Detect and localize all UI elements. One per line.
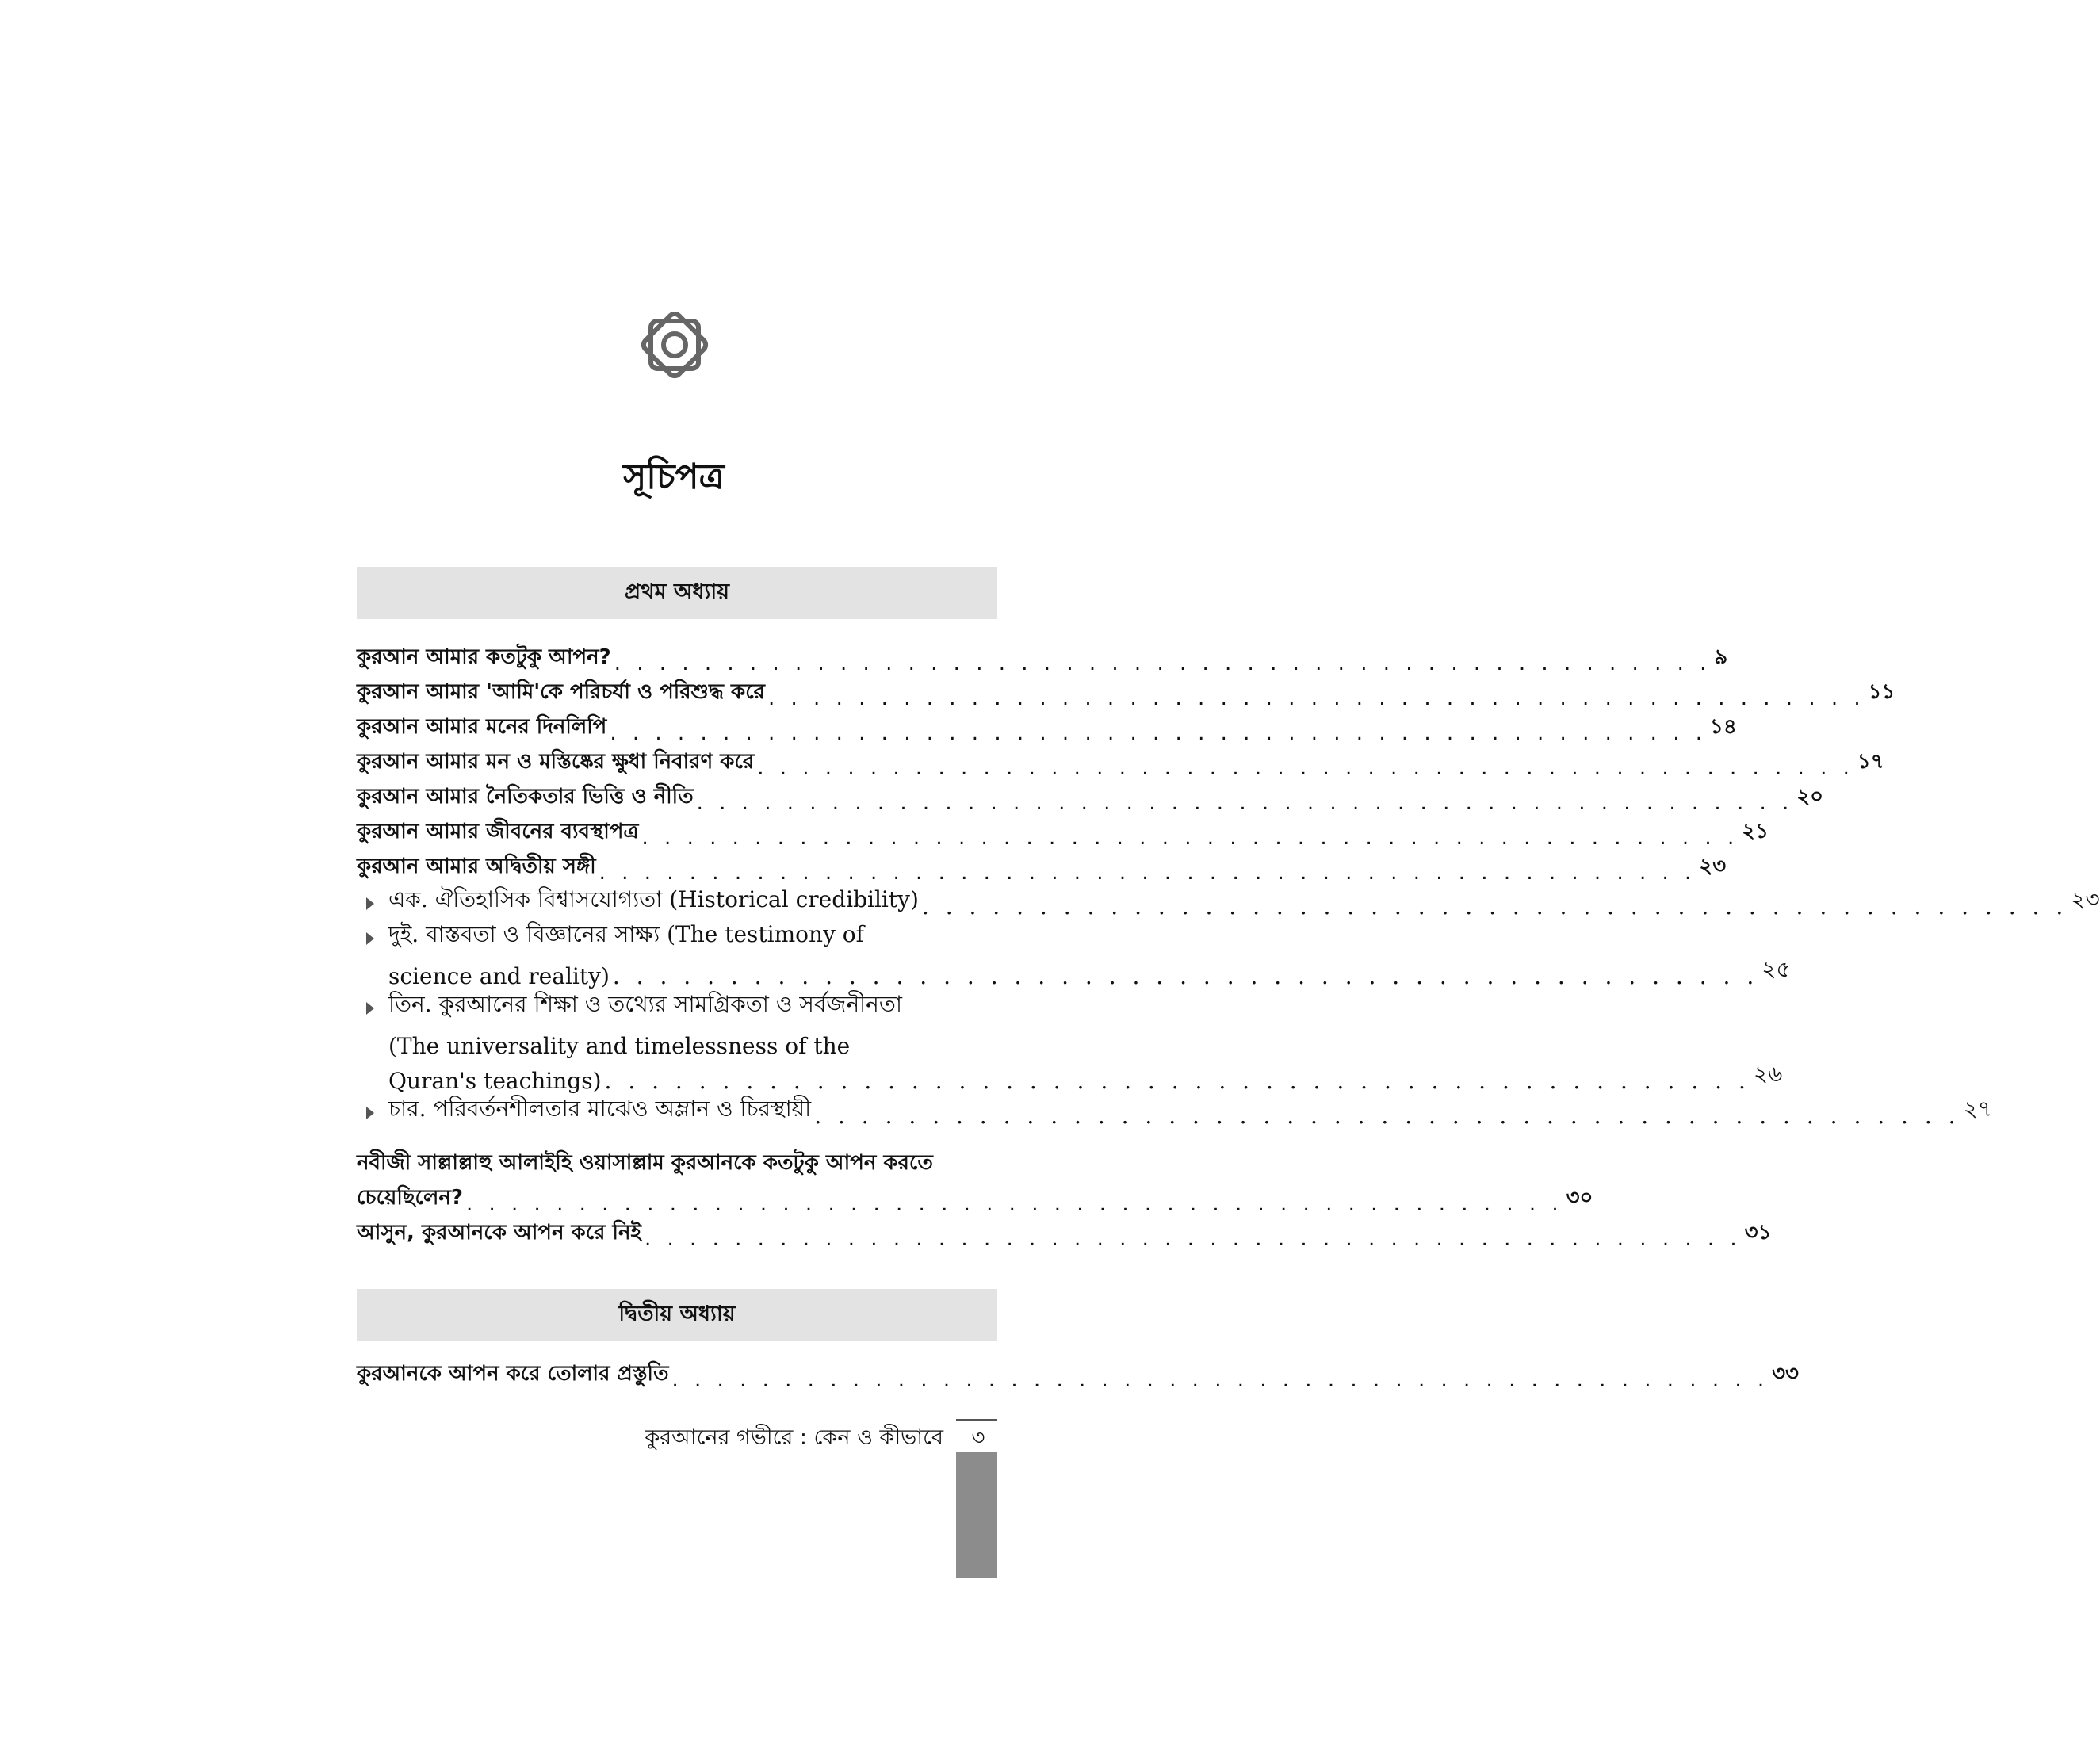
toc-entry[interactable]: কুরআন আমার কতটুকু আপন? . . . . . . . . . . . . . . . . . . . . . . . . . . . . . . . . . . . . . . . . . . . . . . . . . ৯ (357, 645, 1728, 675)
toc-entry[interactable]: কুরআন আমার মনের দিনলিপি . . . . . . . . . . . . . . . . . . . . . . . . . . . . . . . . . . . . . . . . . . . . . . . . . ১৪ (357, 715, 1737, 745)
triangle-bullet-icon (366, 1002, 374, 1015)
triangle-bullet-icon (366, 897, 374, 910)
triangle-bullet-icon (366, 932, 374, 945)
toc-entry[interactable]: কুরআন আমার মন ও মস্তিষ্কের ক্ষুধা নিবারণ করে . . . . . . . . . . . . . . . . . . . . . . . . . . . . . . . . . . . . . . . . . . . . . . . . . ১৭ (357, 750, 1884, 780)
toc-entry[interactable]: কুরআন আমার নৈতিকতার ভিত্তি ও নীতি . . . . . . . . . . . . . . . . . . . . . . . . . . . . . . . . . . . . . . . . . . . . . . . . . ২০ (357, 785, 1824, 815)
triangle-bullet-icon (366, 1107, 374, 1119)
toc-subentry[interactable]: এক. ঐতিহাসিক বিশ্বাসযোগ্যতা (Historical credibility) . . . . . . . . . . . . . . . . . . . . . . . . . . . . . . . . . . . . . . . . . . . . . . . . . ২৩ (357, 885, 997, 920)
footer-book-title: কুরআনের গভীরে : কেন ও কীভাবে (645, 1425, 943, 1450)
toc-subentry[interactable]: তিন. কুরআনের শিক্ষা ও তথ্যের সামগ্রিকতা ও সর্বজনীনতা (The universality and timelessness of the Quran's teachings) . . . . . . . . . . . . . . . . . . . . . . . . . . . . . . . . . . . . . . . . . . . . . . . . . ২৬ (357, 989, 997, 1094)
toc-chapter-2 (357, 1357, 1799, 1392)
ornament-icon (631, 301, 718, 388)
chapter-heading-2: দ্বিতীয় অধ্যায় (357, 1289, 997, 1341)
page-number: ৩ (971, 1426, 985, 1450)
toc-entry[interactable]: আসুন, কুরআনকে আপন করে নিই . . . . . . . . . . . . . . . . . . . . . . . . . . . . . . . . . . . . . . . . . . . . . . . . . ৩১ (357, 1221, 1772, 1251)
toc-entry[interactable]: কুরআন আমার অদ্বিতীয় সঙ্গী . . . . . . . . . . . . . . . . . . . . . . . . . . . . . . . . . . . . . . . . . . . . . . . . . ২৩ (357, 855, 1727, 885)
toc-entry[interactable]: কুরআন আমার জীবনের ব্যবস্থাপত্র . . . . . . . . . . . . . . . . . . . . . . . . . . . . . . . . . . . . . . . . . . . . . . . . . ২১ (357, 820, 1769, 850)
page-title: সূচিপত্র (623, 457, 725, 497)
chapter-heading-1: প্রথম অধ্যায় (357, 567, 997, 619)
page-edge-tab (956, 1452, 997, 1578)
toc-chapter-1 (357, 641, 2100, 1251)
toc-subentry[interactable]: চার. পরিবর্তনশীলতার মাঝেও অম্লান ও চিরস্থায়ী . . . . . . . . . . . . . . . . . . . . . . . . . . . . . . . . . . . . . . . . . . . . . . . . . ২৭ (357, 1094, 997, 1129)
toc-entry[interactable]: নবীজী সাল্লাল্লাহু আলাইহি ওয়াসাল্লাম কুরআনকে কতটুকু আপন করতে চেয়েছিলেন? . . . . . . . . . . . . . . . . . . . . . . . . . . . . . . . . . . . . . . . . . . . . . . . . . ৩০ (357, 1151, 1593, 1216)
toc-subentry[interactable]: দুই. বাস্তবতা ও বিজ্ঞানের সাক্ষ্য (The testimony of science and reality) . . . . . . . . . . . . . . . . . . . . . . . . . . . . . . . . . . . . . . . . . . . . . . . . . ২৫ (357, 920, 997, 989)
toc-entry[interactable]: কুরআন আমার 'আমি'কে পরিচর্যা ও পরিশুদ্ধ করে . . . . . . . . . . . . . . . . . . . . . . . . . . . . . . . . . . . . . . . . . . . . . . . . . ১১ (357, 680, 1895, 710)
toc-entry[interactable]: কুরআনকে আপন করে তোলার প্রস্তুতি . . . . . . . . . . . . . . . . . . . . . . . . . . . . . . . . . . . . . . . . . . . . . . . . . ৩৩ (357, 1362, 1799, 1392)
